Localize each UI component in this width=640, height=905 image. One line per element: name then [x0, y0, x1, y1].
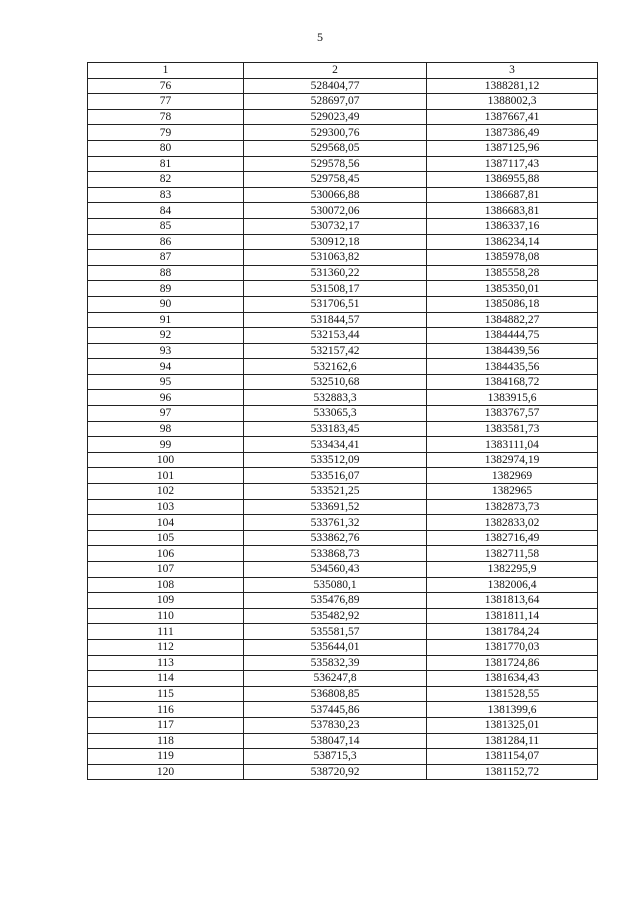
x-coordinate-cell: 529300,76 [244, 125, 427, 141]
y-coordinate-cell: 1381634,43 [427, 671, 598, 687]
table-row [88, 328, 598, 344]
table-row [88, 374, 598, 390]
table-row [88, 452, 598, 468]
x-coordinate-cell: 538720,92 [244, 764, 427, 780]
coordinates-table [87, 62, 598, 780]
x-coordinate-cell: 536247,8 [244, 671, 427, 687]
y-coordinate-cell: 1384168,72 [427, 374, 598, 390]
table-row [88, 530, 598, 546]
table-row [88, 94, 598, 110]
point-number-cell: 116 [88, 702, 244, 718]
x-coordinate-cell: 530912,18 [244, 234, 427, 250]
x-coordinate-cell: 533521,25 [244, 484, 427, 500]
y-coordinate-cell: 1381325,01 [427, 717, 598, 733]
y-coordinate-cell: 1381811,14 [427, 608, 598, 624]
x-coordinate-cell: 529023,49 [244, 109, 427, 125]
table-row [88, 764, 598, 780]
y-coordinate-cell: 1384435,56 [427, 359, 598, 375]
table-row [88, 639, 598, 655]
point-number-cell: 115 [88, 686, 244, 702]
point-number-cell: 111 [88, 624, 244, 640]
x-coordinate-cell: 531706,51 [244, 296, 427, 312]
point-number-cell: 84 [88, 203, 244, 219]
table-row [88, 515, 598, 531]
table-row [88, 717, 598, 733]
table-row [88, 484, 598, 500]
y-coordinate-cell: 1382873,73 [427, 499, 598, 515]
point-number-cell: 78 [88, 109, 244, 125]
table-row [88, 281, 598, 297]
x-coordinate-cell: 535476,89 [244, 593, 427, 609]
x-coordinate-cell: 535644,01 [244, 639, 427, 655]
table-row [88, 702, 598, 718]
y-coordinate-cell: 1384882,27 [427, 312, 598, 328]
point-number-cell: 91 [88, 312, 244, 328]
table-row [88, 562, 598, 578]
x-coordinate-cell: 532510,68 [244, 374, 427, 390]
point-number-cell: 96 [88, 390, 244, 406]
y-coordinate-cell: 1382974,19 [427, 452, 598, 468]
table-row [88, 78, 598, 94]
x-coordinate-cell: 528404,77 [244, 78, 427, 94]
point-number-cell: 112 [88, 639, 244, 655]
y-coordinate-cell: 1381784,24 [427, 624, 598, 640]
table-row [88, 437, 598, 453]
x-coordinate-cell: 532883,3 [244, 390, 427, 406]
point-number-cell: 99 [88, 437, 244, 453]
x-coordinate-cell: 531360,22 [244, 265, 427, 281]
y-coordinate-cell: 1387667,41 [427, 109, 598, 125]
x-coordinate-cell: 533691,52 [244, 499, 427, 515]
y-coordinate-cell: 1381152,72 [427, 764, 598, 780]
table-row [88, 390, 598, 406]
point-number-cell: 110 [88, 608, 244, 624]
table-row [88, 655, 598, 671]
point-number-cell: 118 [88, 733, 244, 749]
x-coordinate-cell: 529568,05 [244, 140, 427, 156]
x-coordinate-cell: 533512,09 [244, 452, 427, 468]
x-coordinate-cell: 531508,17 [244, 281, 427, 297]
table-header [88, 63, 598, 79]
point-number-cell: 94 [88, 359, 244, 375]
table-row [88, 733, 598, 749]
y-coordinate-cell: 1387125,96 [427, 140, 598, 156]
x-coordinate-cell: 533862,76 [244, 530, 427, 546]
point-number-cell: 119 [88, 749, 244, 765]
x-coordinate-cell: 533434,41 [244, 437, 427, 453]
y-coordinate-cell: 1384444,75 [427, 328, 598, 344]
point-number-cell: 77 [88, 94, 244, 110]
table-row [88, 546, 598, 562]
table-row [88, 109, 598, 125]
y-coordinate-cell: 1381813,64 [427, 593, 598, 609]
header-cell-3: 3 [427, 63, 598, 79]
y-coordinate-cell: 1383581,73 [427, 421, 598, 437]
y-coordinate-cell: 1384439,56 [427, 343, 598, 359]
table-row [88, 468, 598, 484]
point-number-cell: 104 [88, 515, 244, 531]
table-row [88, 140, 598, 156]
point-number-cell: 102 [88, 484, 244, 500]
point-number-cell: 108 [88, 577, 244, 593]
x-coordinate-cell: 530072,06 [244, 203, 427, 219]
x-coordinate-cell: 532162,6 [244, 359, 427, 375]
point-number-cell: 101 [88, 468, 244, 484]
y-coordinate-cell: 1385350,01 [427, 281, 598, 297]
y-coordinate-cell: 1382716,49 [427, 530, 598, 546]
point-number-cell: 79 [88, 125, 244, 141]
point-number-cell: 76 [88, 78, 244, 94]
point-number-cell: 117 [88, 717, 244, 733]
point-number-cell: 98 [88, 421, 244, 437]
point-number-cell: 93 [88, 343, 244, 359]
table-row [88, 156, 598, 172]
table-row [88, 265, 598, 281]
y-coordinate-cell: 1381770,03 [427, 639, 598, 655]
x-coordinate-cell: 535581,57 [244, 624, 427, 640]
y-coordinate-cell: 1381284,11 [427, 733, 598, 749]
table-row [88, 172, 598, 188]
point-number-cell: 90 [88, 296, 244, 312]
table-row [88, 608, 598, 624]
x-coordinate-cell: 529578,56 [244, 156, 427, 172]
point-number-cell: 85 [88, 218, 244, 234]
y-coordinate-cell: 1385558,28 [427, 265, 598, 281]
table-row [88, 250, 598, 266]
x-coordinate-cell: 533761,32 [244, 515, 427, 531]
table-row [88, 343, 598, 359]
y-coordinate-cell: 1382006,4 [427, 577, 598, 593]
point-number-cell: 83 [88, 187, 244, 203]
table-row [88, 125, 598, 141]
y-coordinate-cell: 1381399,6 [427, 702, 598, 718]
table-row [88, 577, 598, 593]
x-coordinate-cell: 532153,44 [244, 328, 427, 344]
table-row [88, 593, 598, 609]
y-coordinate-cell: 1381528,55 [427, 686, 598, 702]
point-number-cell: 113 [88, 655, 244, 671]
x-coordinate-cell: 532157,42 [244, 343, 427, 359]
y-coordinate-cell: 1386337,16 [427, 218, 598, 234]
y-coordinate-cell: 1386683,81 [427, 203, 598, 219]
x-coordinate-cell: 535482,92 [244, 608, 427, 624]
x-coordinate-cell: 533183,45 [244, 421, 427, 437]
x-coordinate-cell: 534560,43 [244, 562, 427, 578]
x-coordinate-cell: 531063,82 [244, 250, 427, 266]
point-number-cell: 97 [88, 406, 244, 422]
point-number-cell: 106 [88, 546, 244, 562]
point-number-cell: 80 [88, 140, 244, 156]
x-coordinate-cell: 535832,39 [244, 655, 427, 671]
point-number-cell: 89 [88, 281, 244, 297]
x-coordinate-cell: 538715,3 [244, 749, 427, 765]
table-row [88, 359, 598, 375]
point-number-cell: 109 [88, 593, 244, 609]
x-coordinate-cell: 533065,3 [244, 406, 427, 422]
point-number-cell: 88 [88, 265, 244, 281]
header-cell-1: 1 [88, 63, 244, 79]
y-coordinate-cell: 1385978,08 [427, 250, 598, 266]
point-number-cell: 114 [88, 671, 244, 687]
y-coordinate-cell: 1383111,04 [427, 437, 598, 453]
table-row [88, 234, 598, 250]
point-number-cell: 92 [88, 328, 244, 344]
y-coordinate-cell: 1386955,88 [427, 172, 598, 188]
x-coordinate-cell: 529758,45 [244, 172, 427, 188]
x-coordinate-cell: 528697,07 [244, 94, 427, 110]
table-row [88, 749, 598, 765]
point-number-cell: 105 [88, 530, 244, 546]
table-row [88, 499, 598, 515]
page-number: 5 [317, 30, 323, 44]
table-row [88, 406, 598, 422]
y-coordinate-cell: 1388281,12 [427, 78, 598, 94]
y-coordinate-cell: 1388002,3 [427, 94, 598, 110]
point-number-cell: 120 [88, 764, 244, 780]
y-coordinate-cell: 1385086,18 [427, 296, 598, 312]
table-body [88, 78, 598, 780]
table-row [88, 671, 598, 687]
point-number-cell: 81 [88, 156, 244, 172]
point-number-cell: 87 [88, 250, 244, 266]
table-row [88, 203, 598, 219]
header-row [88, 63, 598, 79]
x-coordinate-cell: 537830,23 [244, 717, 427, 733]
y-coordinate-cell: 1383915,6 [427, 390, 598, 406]
point-number-cell: 107 [88, 562, 244, 578]
y-coordinate-cell: 1383767,57 [427, 406, 598, 422]
x-coordinate-cell: 537445,86 [244, 702, 427, 718]
table-row [88, 218, 598, 234]
x-coordinate-cell: 536808,85 [244, 686, 427, 702]
y-coordinate-cell: 1381154,07 [427, 749, 598, 765]
table-row [88, 312, 598, 328]
table-row [88, 296, 598, 312]
y-coordinate-cell: 1381724,86 [427, 655, 598, 671]
table-row [88, 624, 598, 640]
y-coordinate-cell: 1386687,81 [427, 187, 598, 203]
y-coordinate-cell: 1387386,49 [427, 125, 598, 141]
y-coordinate-cell: 1382295,9 [427, 562, 598, 578]
table-row [88, 686, 598, 702]
header-cell-2: 2 [244, 63, 427, 79]
x-coordinate-cell: 531844,57 [244, 312, 427, 328]
x-coordinate-cell: 533868,73 [244, 546, 427, 562]
point-number-cell: 103 [88, 499, 244, 515]
y-coordinate-cell: 1382833,02 [427, 515, 598, 531]
point-number-cell: 86 [88, 234, 244, 250]
x-coordinate-cell: 533516,07 [244, 468, 427, 484]
y-coordinate-cell: 1386234,14 [427, 234, 598, 250]
point-number-cell: 100 [88, 452, 244, 468]
y-coordinate-cell: 1382965 [427, 484, 598, 500]
y-coordinate-cell: 1382711,58 [427, 546, 598, 562]
y-coordinate-cell: 1387117,43 [427, 156, 598, 172]
point-number-cell: 95 [88, 374, 244, 390]
x-coordinate-cell: 530066,88 [244, 187, 427, 203]
x-coordinate-cell: 530732,17 [244, 218, 427, 234]
table-row [88, 421, 598, 437]
x-coordinate-cell: 538047,14 [244, 733, 427, 749]
table-row [88, 187, 598, 203]
y-coordinate-cell: 1382969 [427, 468, 598, 484]
point-number-cell: 82 [88, 172, 244, 188]
x-coordinate-cell: 535080,1 [244, 577, 427, 593]
